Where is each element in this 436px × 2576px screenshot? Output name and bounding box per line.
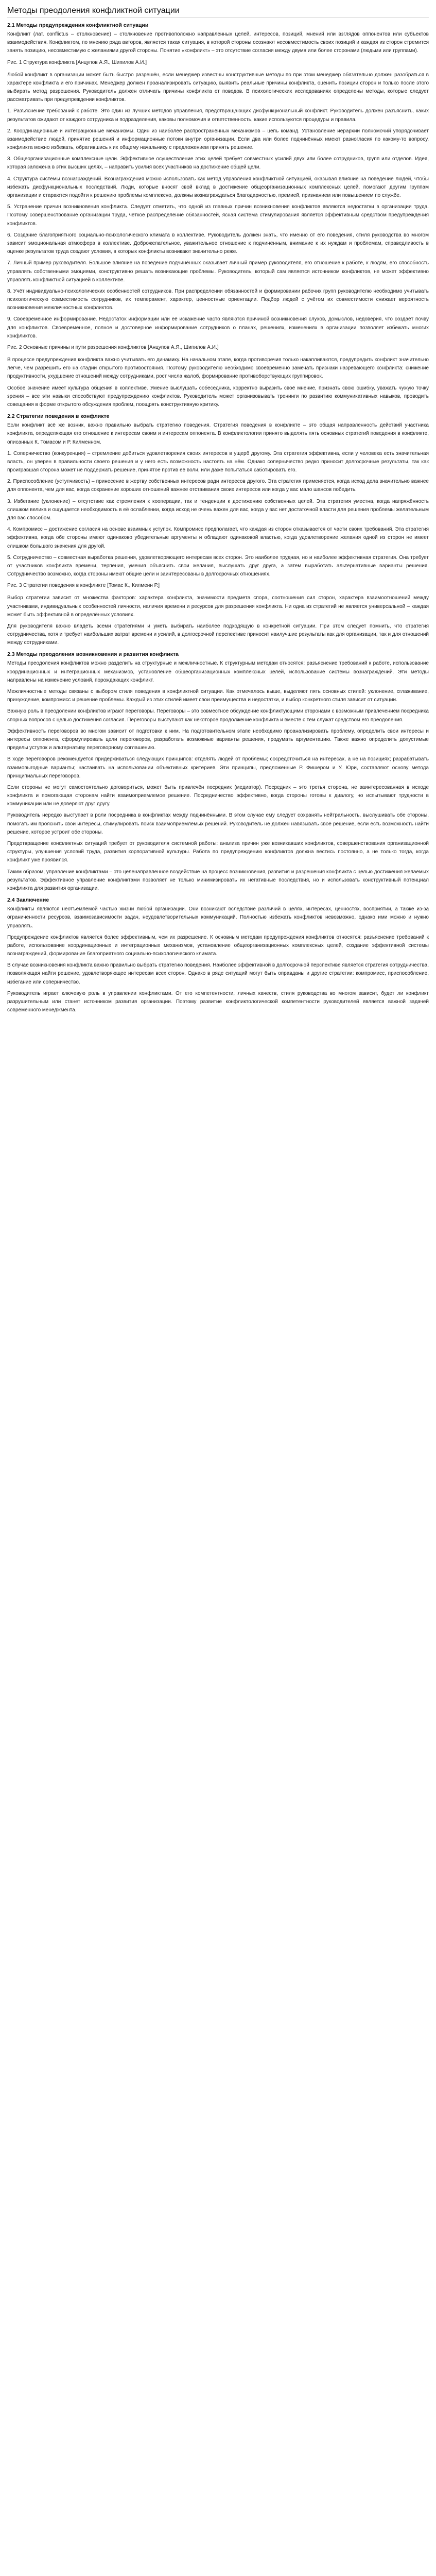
paragraph: 9. Своевременное информирование. Недостаток информации или её искажение часто являются причиной возникновения слухов, домыслов, недоверия, что создаёт почву для конфликтов. Своевременное, полное и достоверное информирование сотрудников о планах, решениях, изменениях в организации позволяет избежать многих конфликтов. (7, 316, 429, 339)
paragraph: В случае возникновения конфликта важно правильно выбрать стратегию поведения. Наиболее эффективной в долгосрочной перспективе является стратегия сотрудничества, позволяющая найти решение, удовлетворяющее интересам всех сторон. Однако в ряде ситуаций могут быть оправданы и другие стратегии: компромисс, приспособление, избегание или соперничество. (7, 962, 429, 985)
paragraph: 6. Создание благоприятного социально-психологического климата в коллективе. Руководитель должен знать, что именно от его поведения, стиля руководства во многом зависит эмоциональная атмосфера в коллективе. Доброжелательное, уважительное отношение к подчинённым, внимание к их нуждам и проблемам, справедливость в оценке результатов труда создают условия, в которых конфликты возникают значительно реже. (7, 232, 429, 255)
paragraph: Особое значение имеет культура общения в коллективе. Умение выслушать собеседника, корректно выразить своё мнение, признать свою ошибку, уважать чужую точку зрения – все эти навыки способствуют предупреждению конфликтов. Руководитель может организовывать тренинги по развитию коммуникативных навыков, проводить совещания в форме открытого обсуждения проблем, поощрять конструктивную критику. (7, 385, 429, 408)
section-heading: 2.1 Методы предупреждения конфликтной ситуации (7, 22, 149, 28)
document-body (7, 22, 429, 1014)
paragraph: 1. Соперничество (конкуренция) – стремление добиться удовлетворения своих интересов в ущерб другому. Эта стратегия эффективна, если у человека есть значительная власть, он уверен в правильности своего решения и у него есть возможность настоять на нём. Однако соперничество редко приносит долгосрочные результаты, так как проигравшая сторона может не поддержать решение, принятое против её воли, или даже попытаться саботировать его. (7, 450, 429, 473)
paragraph: Методы преодоления конфликтов можно разделить на структурные и межличностные. К структурным методам относятся: разъяснение требований к работе, использование координационных и интеграционных механизмов, установление общеорганизационных комплексных целей, использование системы вознаграждений. Эти методы направлены на изменение условий, порождающих конфликт. (7, 660, 429, 683)
paragraph: Межличностные методы связаны с выбором стиля поведения в конфликтной ситуации. Как отмечалось выше, выделяют пять основных стилей: уклонение, сглаживание, принуждение, компромисс и решение проблемы. Каждый из этих стилей имеет свои преимущества и недостатки, и выбор конкретного стиля зависит от ситуации. (7, 689, 429, 703)
paragraph: 2. Приспособление (уступчивость) – принесение в жертву собственных интересов ради интересов другого. Эта стратегия применяется, когда исход дела значительно важнее для оппонента, чем для вас, когда сохранение хороших отношений важнее отстаивания своих интересов или когда у вас мало шансов победить. (7, 479, 429, 493)
paragraph: 3. Избегание (уклонение) – отсутствие как стремления к кооперации, так и тенденции к достижению собственных целей. Эта стратегия уместна, когда напряжённость слишком велика и ощущается необходимость в её ослаблении, когда исход не очень важен для вас, когда у вас нет достаточной власти для решения проблемы желательным для вас способом. (7, 498, 429, 521)
document (0, 0, 436, 1014)
paragraph: 4. Компромисс – достижение согласия на основе взаимных уступок. Компромисс предполагает, что каждая из сторон отказывается от части своих требований. Эта стратегия эффективна, когда обе стороны имеют одинаково убедительные аргументы и обладают одинаковой властью, когда удовлетворение желания одной из сторон не имеет слишком большого значения для другой. (7, 527, 429, 549)
paragraph: Выбор стратегии зависит от множества факторов: характера конфликта, значимости предмета спора, соотношения сил сторон, характера взаимоотношений между участниками, индивидуальных особенностей личности, наличия времени и ресурсов для разрешения конфликта. Ни одна из стратегий не является универсальной – каждая может быть эффективной в определённых условиях. (7, 595, 429, 618)
paragraph: Если стороны не могут самостоятельно договориться, может быть привлечён посредник (медиатор). Посредник – это третья сторона, не заинтересованная в исходе конфликта и помогающая сторонам найти взаимоприемлемое решение. Посредничество эффективно, когда стороны готовы к диалогу, но испытывают трудности в коммуникации или не доверяют друг другу. (7, 784, 429, 807)
paragraph: Важную роль в преодолении конфликтов играют переговоры. Переговоры – это совместное обсуждение конфликтующими сторонами с возможным привлечением посредника спорных вопросов с целью достижения согласия. Переговоры выступают как некоторое продолжение конфликта и вместе с тем служат средством его преодоления. (7, 708, 429, 723)
paragraph: Таким образом, управление конфликтами – это целенаправленное воздействие на процесс возникновения, развития и разрешения конфликта с целью достижения желаемых результатов. Эффективное управление конфликтами позволяет не только минимизировать их негативные последствия, но и использовать конструктивный потенциал конфликта для развития организации. (7, 869, 429, 891)
figure-caption: Рис. 2 Основные причины и пути разрешения конфликтов [Анцупов А.Я., Шипилов А.И.] (7, 345, 219, 350)
figure-caption: Рис. 1 Структура конфликта [Анцупов А.Я., Шипилов А.И.] (7, 59, 147, 65)
paragraph: В ходе переговоров рекомендуется придерживаться следующих принципов: отделять людей от проблемы; сосредоточиться на интересах, а не на позициях; разрабатывать взаимовыгодные варианты; настаивать на использовании объективных критериев. Эти принципы, предложенные Р. Фишером и У. Юри, составляют основу метода принципиальных переговоров. (7, 756, 429, 779)
paragraph: Конфликт (лат. conflictus – столкновение) – столкновение противоположно направленных целей, интересов, позиций, мнений или взглядов оппонентов или субъектов взаимодействия. Конфликтом, по мнению ряда авторов, является такая ситуация, в которой стороны осознают несовместимость своих позиций и каждая из сторон стремится занять позицию, несовместимую с желаниями другой стороны. Понятие «конфликт» – это отсутствие согласия между двумя или более сторонами (людьми или группами). (7, 31, 429, 54)
paragraph: 8. Учёт индивидуально-психологических особенностей сотрудников. При распределении обязанностей и формировании рабочих групп руководителю необходимо учитывать психологическую совместимость сотрудников, их темперамент, характер, ценностные ориентации. Подбор людей с учётом их совместимости снижает вероятность возникновения межличностных конфликтов. (7, 288, 429, 311)
paragraph: Любой конфликт в организации может быть быстро разрешён, если менеджер известны конструктивные методы по при этом менеджер обязательно должен разобраться в характере конфликта и его причинах. Менеджер должен проанализировать ситуацию, выявить реальные причины конфликта, оценить позиции сторон и только после этого выбирать метод разрешения. Руководитель должен отличать причины конфликта от поводов. В психологических исследованиях определены методы, которые следует рассматривать при предупреждении конфликтов. (7, 72, 429, 103)
paragraph: В процессе предупреждения конфликта важно учитывать его динамику. На начальном этапе, когда противоречия только накапливаются, предупредить конфликт значительно легче, чем разрешить его на стадии открытого противостояния. Поэтому руководителю необходимо своевременно замечать признаки назревающего конфликта: снижение продуктивности, ухудшение отношений между сотрудниками, рост числа жалоб, формирование противоборствующих группировок. (7, 357, 429, 380)
section-heading: 2.4 Заключение (7, 897, 49, 904)
page-title: Методы преодоления конфликтной ситуации (7, 6, 429, 18)
paragraph: 5. Устранение причин возникновения конфликта. Следует отметить, что одной из главных причин возникновения конфликтов являются недостатки в организации труда. Поэтому совершенствование организации труда, чёткое распределение обязанностей, ясная система стимулирования является эффективным средством предупреждения конфликтов. (7, 204, 429, 227)
paragraph: 2. Координационные и интеграционные механизмы. Один из наиболее распространённых механизмов – цепь команд. Установление иерархии полномочий упорядочивает взаимодействие людей, принятие решений и информационные потоки внутри организации. Если два или более подчинённых имеют разногласия по какому-то вопросу, конфликта можно избежать, обратившись к их общему начальнику с предложением принять решение. (7, 128, 429, 151)
section-heading: 2.3 Методы преодоления возникновения и развития конфликта (7, 651, 179, 658)
paragraph: 3. Общеорганизационные комплексные цели. Эффективное осуществление этих целей требует совместных усилий двух или более сотрудников, групп или отделов. Идея, которая заложена в этих высших целях, – направить усилия всех участников на достижение общей цели. (7, 156, 429, 171)
paragraph: Предотвращение конфликтных ситуаций требует от руководителя системной работы: анализа причин уже возникавших конфликтов, совершенствования организационной структуры, улучшения условий труда, развития корпоративной культуры. Работа по предупреждению конфликтов должна вестись постоянно, а не только тогда, когда конфликт уже проявился. (7, 841, 429, 863)
paragraph: Если конфликт всё же возник, важно правильно выбрать стратегию поведения. Стратегия поведения в конфликте – это общая направленность действий участника конфликта, определяющая его отношение к интересам своим и интересам оппонента. В конфликтологии принято выделять пять основных стратегий поведения в конфликте, описанных К. Томасом и Р. Килменном. (7, 422, 429, 445)
paragraph: 5. Сотрудничество – совместная выработка решения, удовлетворяющего интересам всех сторон. Это наиболее трудная, но и наиболее эффективная стратегия. Она требует от участников конфликта времени, терпения, умения объяснить свои желания, выслушать друг друга, а затем выработать альтернативные варианты решения. Сотрудничество возможно, когда стороны имеют общие цели и заинтересованы в долгосрочных отношениях. (7, 554, 429, 578)
paragraph: Для руководителя важно владеть всеми стратегиями и уметь выбирать наиболее подходящую в конкретной ситуации. При этом следует помнить, что стратегия сотрудничества, хотя и требует наибольших затрат времени и усилий, в долгосрочной перспективе приносит наилучшие результаты как для организации, так и для отношений между сотрудниками. (7, 623, 429, 646)
paragraph: Предупреждение конфликтов является более эффективным, чем их разрешение. К основным методам предупреждения конфликтов относятся: разъяснение требований к работе, использование координационных и интеграционных механизмов, установление общеорганизационных комплексных целей, создание эффективной системы вознаграждений, формирование благоприятного социально-психологического климата. (7, 934, 429, 957)
paragraph: 7. Личный пример руководителя. Большое влияние на поведение подчинённых оказывает личный пример руководителя, его отношение к работе, к людям, его способность управлять собственными эмоциями, конструктивно решать возникающие проблемы. Руководитель, который сам является источником конфликтов, не может эффективно управлять конфликтной ситуацией в коллективе. (7, 260, 429, 283)
paragraph: 4. Структура системы вознаграждений. Вознаграждения можно использовать как метод управления конфликтной ситуацией, оказывая влияние на поведение людей, чтобы избежать дисфункциональных последствий. Люди, которые вносят свой вклад в достижение общеорганизационных комплексных целей, помогают другим группам организации и стараются подойти к решению проблемы комплексно, должны вознаграждаться благодарностью, премией, признанием или повышением по службе. (7, 176, 429, 198)
paragraph: Эффективность переговоров во многом зависит от подготовки к ним. На подготовительном этапе необходимо проанализировать проблему, определить свои интересы и интересы оппонента, сформулировать цели переговоров, разработать возможные варианты решения, продумать аргументацию. Также важно определить допустимые пределы уступок и альтернативу переговорному соглашению. (7, 728, 429, 751)
paragraph: Руководитель нередко выступает в роли посредника в конфликтах между подчинёнными. В этом случае ему следует сохранять нейтральность, выслушивать обе стороны, помогать им прояснить свои интересы, стимулировать поиск взаимоприемлемых решений. Руководитель не должен навязывать своё решение, если есть возможность найти решение, которое устроит обе стороны. (7, 812, 429, 835)
paragraph: 1. Разъяснение требований к работе. Это один из лучших методов управления, предотвращающих дисфункциональный конфликт. Руководитель должен разъяснить, каких результатов ожидают от каждого сотрудника и подразделения, каковы полномочия и ответственность, какие используются процедуры и правила. (7, 108, 429, 123)
paragraph: Руководитель играет ключевую роль в управлении конфликтами. От его компетентности, личных качеств, стиля руководства во многом зависит, будет ли конфликт разрушительным или станет источником развития организации. Поэтому развитие конфликтологической компетентности руководителей является важной задачей современного менеджмента. (7, 990, 429, 1013)
section-heading: 2.2 Стратегии поведения в конфликте (7, 413, 110, 420)
figure-caption: Рис. 3 Стратегии поведения в конфликте [Томас К., Килменн Р.] (7, 583, 160, 589)
paragraph: Конфликты являются неотъемлемой частью жизни любой организации. Они возникают вследствие различий в целях, интересах, ценностях, восприятии, а также из-за ограниченности ресурсов, взаимозависимости задач, неудовлетворительных коммуникаций. Полностью избежать конфликтов невозможно, однако ими можно и нужно управлять. (7, 906, 429, 929)
